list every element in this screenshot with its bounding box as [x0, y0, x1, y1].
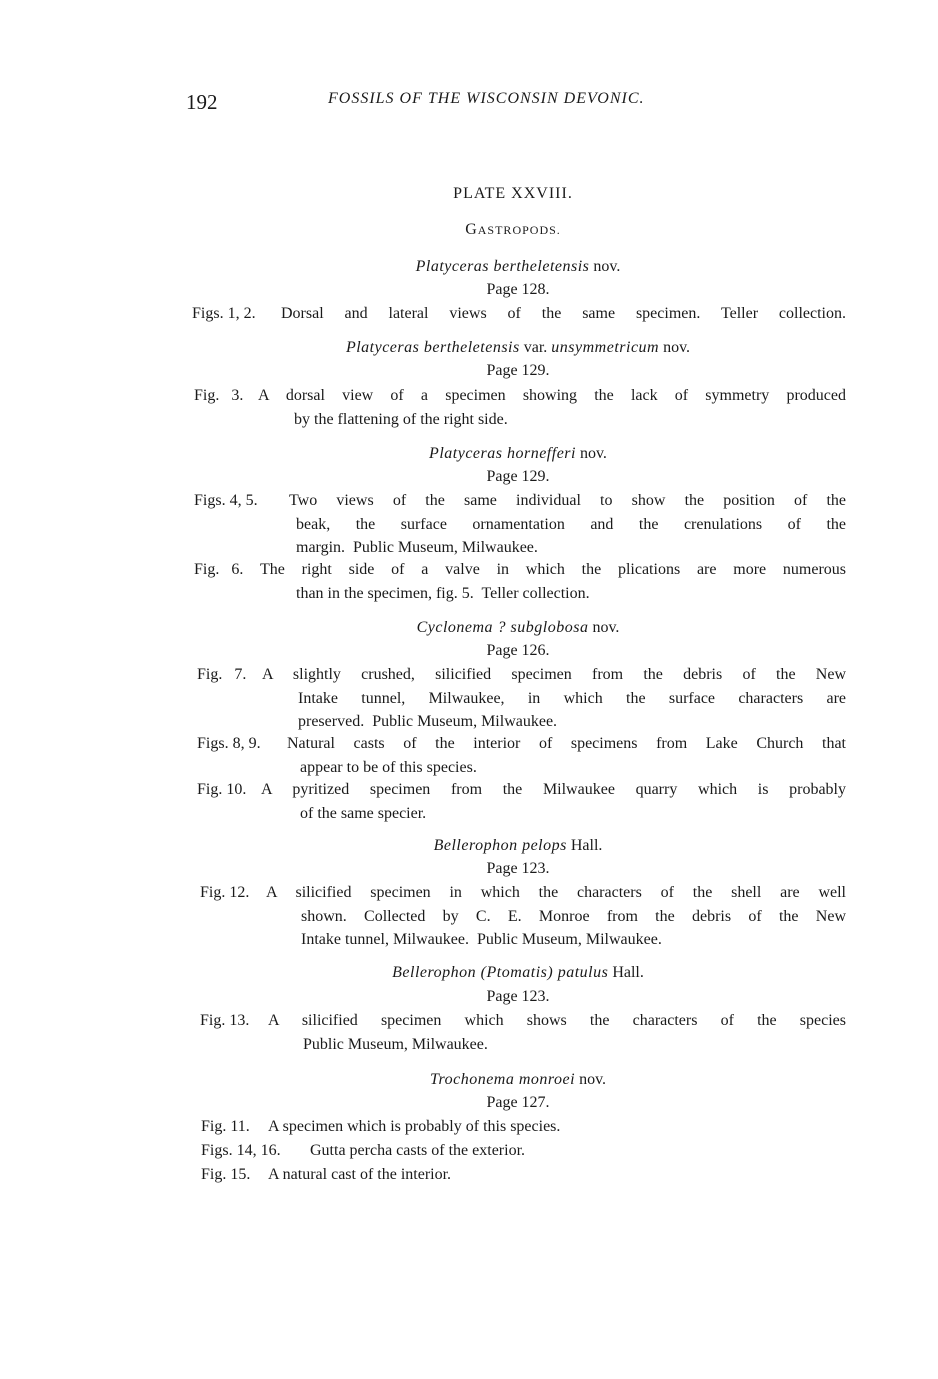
- description-line: Intake tunnel, Milwaukee. Public Museum, Milwaukee.: [301, 931, 662, 948]
- species-name: [0, 962, 938, 984]
- page-reference: Page 123.: [486, 988, 550, 1005]
- description-line: shown. Collected by C. E. Monroe from the debris of the New: [301, 907, 846, 925]
- page-reference: Page 127.: [486, 1094, 550, 1111]
- description-line: Intake tunnel, Milwaukee, in which the surface characters are: [298, 689, 846, 707]
- page-reference: Page 123.: [486, 860, 550, 877]
- description-line: preserved. Public Museum, Milwaukee.: [298, 713, 558, 730]
- species-name: [0, 835, 938, 857]
- description-line: A dorsal view of a specimen showing the lack of symmetry produced: [258, 387, 846, 404]
- figure-label: Fig. 10.: [197, 781, 247, 798]
- species-binomial: Platyceras bertheletensis: [345, 339, 520, 356]
- description-line: Public Museum, Milwaukee.: [303, 1035, 488, 1053]
- figure-label: Figs. 8, 9.: [197, 735, 261, 752]
- figure-label: Fig. 7.: [197, 666, 247, 683]
- figure-label: Fig. 12.: [200, 884, 250, 901]
- description-line: of the same specier.: [300, 804, 427, 822]
- description-line: Natural casts of the interior of specimens from Lake Church that: [287, 735, 846, 752]
- page-reference: Page 129.: [486, 468, 550, 485]
- species-binomial: Bellerophon (Ptomatis) patulus: [392, 964, 609, 981]
- description-line: than in the specimen, fig. 5. Teller collection.: [296, 584, 590, 602]
- species-binomial: Trochonema monroei: [429, 1071, 576, 1088]
- figure-label: Fig. 11.: [201, 1118, 250, 1135]
- description-line: Gutta percha casts of the exterior.: [310, 1142, 526, 1159]
- figure-label: Fig. 6.: [194, 561, 244, 578]
- species-name: [0, 617, 938, 639]
- description-line: Dorsal and lateral views of the same specimen. Teller collection.: [281, 305, 846, 322]
- description-line: margin. Public Museum, Milwaukee.: [296, 539, 538, 556]
- page-number: 192: [186, 90, 218, 114]
- figure-label: Fig. 13.: [200, 1012, 250, 1029]
- species-binomial: Platyceras bertheletensis: [415, 258, 590, 275]
- description-line: beak, the surface ornamentation and the crenulations of the: [296, 515, 846, 533]
- figure-label: Fig. 15.: [201, 1166, 251, 1183]
- page-reference: Page 129.: [486, 362, 550, 379]
- species-variety-marker: var.: [519, 339, 552, 356]
- description-line: Two views of the same individual to show the position of the: [289, 492, 846, 509]
- species-binomial: Bellerophon pelops: [433, 837, 567, 854]
- species-name: [0, 256, 938, 278]
- description-line: A pyritized specimen from the Milwaukee quarry which is probably: [261, 781, 846, 798]
- species-variety: unsymmetricum: [551, 339, 660, 356]
- description-line: by the flattening of the right side.: [294, 410, 508, 428]
- description-line: appear to be of this species.: [300, 758, 477, 776]
- plate-title: PLATE XXVIII.: [453, 185, 573, 202]
- running-title: FOSSILS OF THE WISCONSIN DEVONIC.: [328, 90, 645, 107]
- figure-label: Figs. 14, 16.: [201, 1142, 281, 1159]
- species-binomial: Cyclonema ? subglobosa: [416, 619, 589, 636]
- description-line: The right side of a valve in which the plications are more numerous: [260, 561, 846, 578]
- species-name: [0, 1069, 938, 1091]
- figure-label: Figs. 4, 5.: [194, 492, 258, 509]
- description-line: A silicified specimen in which the characters of the shell are well: [266, 884, 846, 901]
- page-reference: Page 128.: [486, 281, 550, 298]
- species-authority: nov.: [589, 258, 621, 275]
- species-authority: Hall.: [608, 964, 644, 981]
- figure-label: Fig. 3.: [194, 387, 244, 404]
- species-authority: nov.: [575, 1071, 607, 1088]
- description-line: A silicified specimen which shows the characters of the species: [268, 1012, 846, 1029]
- species-name: [0, 443, 938, 465]
- species-authority: Hall.: [566, 837, 603, 854]
- species-authority: nov.: [575, 445, 607, 462]
- description-line: A natural cast of the interior.: [268, 1166, 452, 1183]
- page-reference: Page 126.: [486, 642, 550, 659]
- species-name: [0, 337, 938, 359]
- species-authority: nov.: [588, 619, 620, 636]
- figure-label: Figs. 1, 2.: [192, 305, 256, 322]
- description-line: A specimen which is probably of this species.: [268, 1118, 561, 1135]
- section-title: GASTROPODS.: [465, 221, 561, 238]
- species-binomial: Platyceras hornefferi: [429, 445, 576, 462]
- description-line: A slightly crushed, silicified specimen from the debris of the New: [262, 666, 846, 683]
- species-authority: nov.: [659, 339, 691, 356]
